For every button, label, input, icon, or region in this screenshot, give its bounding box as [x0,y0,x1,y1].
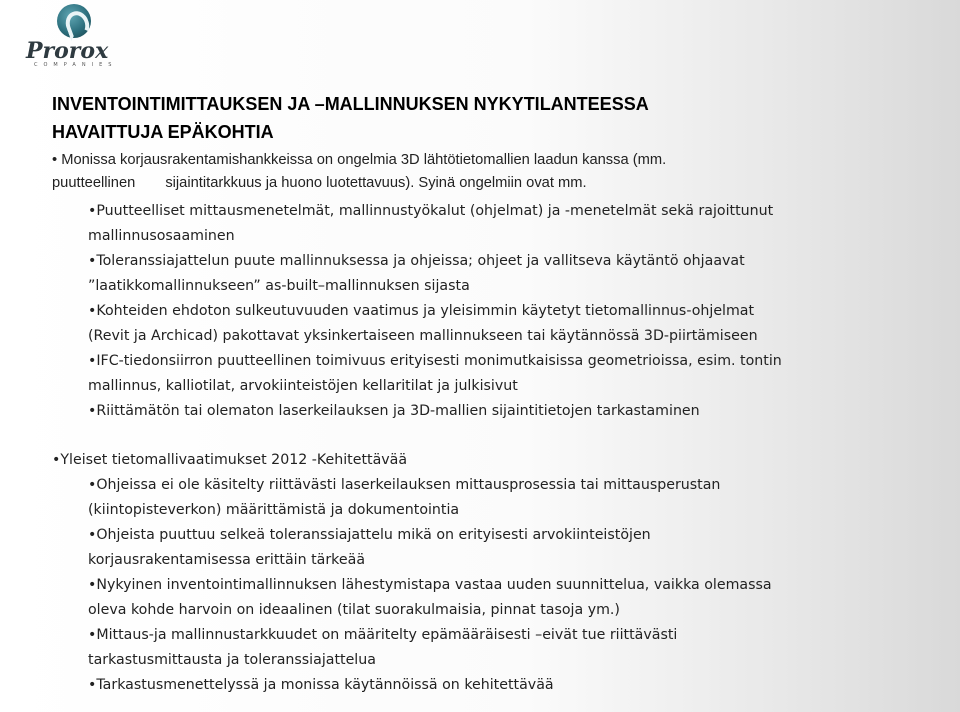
company-logo [26,4,131,66]
list-item [88,349,782,399]
logo-subtitle: COMPANIES [34,62,118,68]
list-item [88,573,772,623]
list-item-line: •IFC-tiedonsiirron puutteellinen toimivuus erityisesti monimutkaisissa geometrioissa, esim. tontin [88,353,782,369]
list-item-line: •Puutteelliset mittausmenetelmät, mallinnustyökalut (ohjelmat) ja -menetelmät sekä rajoittunut [88,203,774,219]
list-item-line: •Nykyinen inventointimallinnuksen lähestymistapa vastaa uuden suunnittelua, vaikka olemassa [88,577,772,593]
list-item [88,473,772,523]
list-item-line: •Tarkastusmenettelyssä ja monissa käytännöissä on kehitettävää [88,677,554,693]
intro-line-1: • Monissa korjausrakentamishankkeissa on ongelmia 3D lähtötietomallien laadun kanssa (mm. [52,152,667,168]
list-item [88,249,782,299]
list-item-line: mallinnusosaaminen [88,228,235,244]
list-item-line: •Toleranssiajattelun puute mallinnuksessa ja ohjeissa; ohjeet ja vallitseva käytäntö ohjaavat [88,253,745,269]
logo-wordmark: Prorox [26,38,109,64]
list-item [88,199,782,249]
slide-title [52,90,649,146]
list-item-line: (kiintopisteverkon) määrittämistä ja dokumentointia [88,502,460,518]
list-item-line: tarkastusmittausta ja toleranssiajattelua [88,652,376,668]
issues-list [88,199,782,424]
list-item-line: •Mittaus-ja mallinnustarkkuudet on määritelty epämääräisesti –eivät tue riittävästi [88,627,678,643]
list-item-line: korjausrakentamisessa erittäin tärkeää [88,552,366,568]
slide-title-line-2: HAVAITTUJA EPÄKOHTIA [52,122,274,142]
list-item [88,523,772,573]
list-item-line: oleva kohde harvoin on ideaalinen (tilat suorakulmaisia, pinnat tasoja ym.) [88,602,620,618]
intro-line-2-start: puutteellinen [52,175,136,191]
list-item-line: •Ohjeissa ei ole käsitelty riittävästi laserkeilauksen mittausprosessia tai mittausperustan [88,477,721,493]
logo-emblem-icon [57,4,91,38]
intro-paragraph [52,149,666,195]
intro-line-2 [52,172,666,195]
slide-title-line-1: INVENTOINTIMITTAUKSEN JA –MALLINNUKSEN NYKYTILANTEESSA [52,94,649,114]
list-item [88,399,782,424]
list-item-line: •Riittämätön tai olematon laserkeilauksen ja 3D-mallien sijaintitietojen tarkastaminen [88,403,700,419]
requirements-heading [52,448,407,473]
list-item-line: ”laatikkomallinnukseen” as-built–mallinnuksen sijasta [88,278,470,294]
list-item [88,623,772,673]
intro-line-2-end: sijaintitarkkuus ja huono luotettavuus). Syinä ongelmiin ovat mm. [165,175,587,191]
list-item [88,673,772,698]
list-item-line: •Ohjeista puuttuu selkeä toleranssiajattelu mikä on erityisesti arvokiinteistöjen [88,527,651,543]
list-item [88,299,782,349]
requirements-title: •Yleiset tietomallivaatimukset 2012 -Kehitettävää [52,452,408,468]
requirements-list [88,473,772,698]
list-item-line: (Revit ja Archicad) pakottavat yksinkertaiseen mallinnukseen tai käytännössä 3D-piirtämiseen [88,328,758,344]
list-item-line: mallinnus, kalliotilat, arvokiinteistöjen kellaritilat ja julkisivut [88,378,518,394]
list-item-line: •Kohteiden ehdoton sulkeutuvuuden vaatimus ja yleisimmin käytetyt tietomallinnus-ohjelmat [88,303,755,319]
